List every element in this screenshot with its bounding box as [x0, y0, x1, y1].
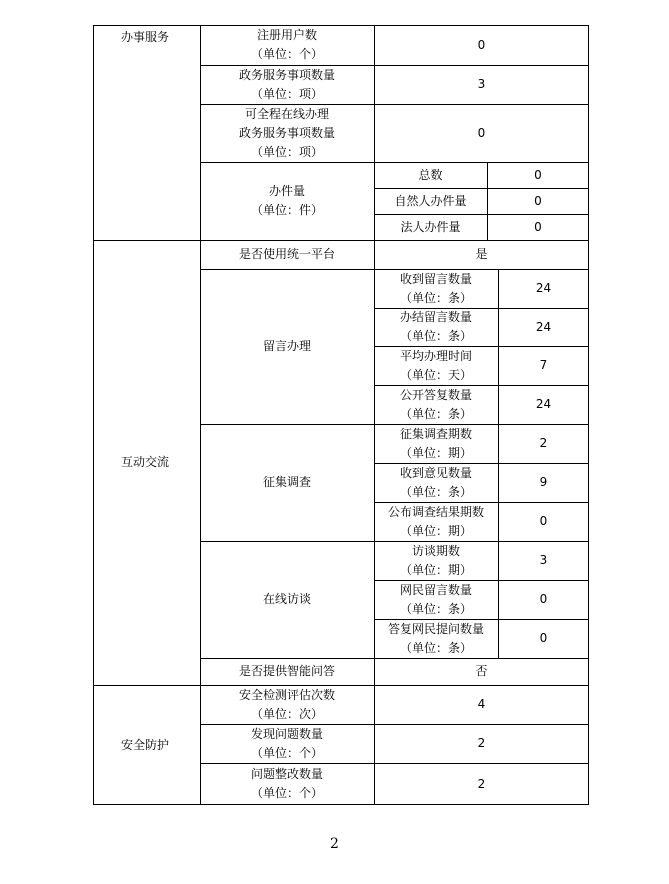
service-items-value: 3	[477, 77, 486, 91]
msg-received-label: 收到留言数量 （单位：条）	[399, 271, 472, 305]
interview-label: 在线访谈	[262, 592, 311, 606]
online-items-label: 可全程在线办理 政务服务事项数量 （单位：项）	[238, 106, 335, 159]
volume-natural-value: 0	[534, 193, 542, 208]
online-items-value: 0	[477, 125, 486, 140]
platform-label: 是否使用统一平台	[238, 247, 335, 261]
msg-public-value: 24	[535, 397, 552, 411]
volume-total-value: 0	[534, 167, 542, 182]
interview-answers-value: 0	[539, 631, 548, 645]
assess-value: 4	[477, 697, 486, 711]
msg-closed-label: 办结留言数量 （单位：条）	[399, 310, 472, 343]
survey-periods-value: 2	[539, 436, 548, 450]
interview-periods-label: 访谈期数 （单位：期）	[399, 543, 472, 577]
volume-total-label: 总数	[418, 167, 443, 182]
msg-public-label: 公开答复数量 （单位：条）	[399, 387, 472, 421]
assess-label: 安全检测评估次数 （单位：次）	[238, 687, 335, 721]
section-label-security: 安全防护	[121, 737, 170, 752]
volume-label: 办件量 （单位：件）	[250, 184, 323, 217]
issues-value: 2	[477, 736, 486, 750]
fixed-value: 2	[477, 776, 486, 791]
interview-msgs-value: 0	[539, 592, 548, 606]
interview-msgs-label: 网民留言数量 （单位：条）	[399, 582, 472, 616]
survey-opinions-value: 9	[539, 475, 548, 489]
registered-users-value: 0	[477, 37, 486, 52]
volume-legal-value: 0	[534, 219, 542, 234]
section-label-interaction: 互动交流	[121, 455, 170, 469]
statistics-table	[93, 25, 589, 805]
survey-results-value: 0	[539, 514, 548, 528]
volume-legal-label: 法人办件量	[400, 219, 461, 234]
platform-value: 是	[475, 247, 488, 261]
fixed-label: 问题整改数量 （单位：个）	[250, 767, 323, 800]
qa-label: 是否提供智能问答	[238, 664, 335, 678]
survey-results-label: 公布调查结果期数 （单位：期）	[387, 504, 484, 538]
issues-label: 发现问题数量 （单位：个）	[250, 726, 323, 760]
service-items-label: 政务服务事项数量 （单位：项）	[238, 67, 335, 101]
section-label-office: 办事服务	[121, 29, 170, 44]
registered-users-label: 注册用户数 （单位：个）	[250, 28, 323, 61]
msg-received-value: 24	[535, 281, 552, 295]
msg-avg-label: 平均办理时间 （单位：天）	[399, 348, 472, 382]
messages-label: 留言办理	[262, 339, 311, 353]
survey-periods-label: 征集调查期数 （单位：期）	[399, 426, 472, 460]
survey-opinions-label: 收到意见数量 （单位：条）	[399, 465, 472, 499]
interview-answers-label: 答复网民提问数量 （单位：条）	[387, 621, 484, 655]
msg-closed-value: 24	[535, 319, 552, 334]
page-number: 2	[330, 836, 339, 852]
volume-natural-label: 自然人办件量	[394, 193, 467, 208]
qa-value: 否	[475, 664, 488, 678]
msg-avg-value: 7	[539, 358, 548, 372]
survey-label: 征集调查	[262, 475, 311, 489]
interview-periods-value: 3	[539, 553, 548, 567]
